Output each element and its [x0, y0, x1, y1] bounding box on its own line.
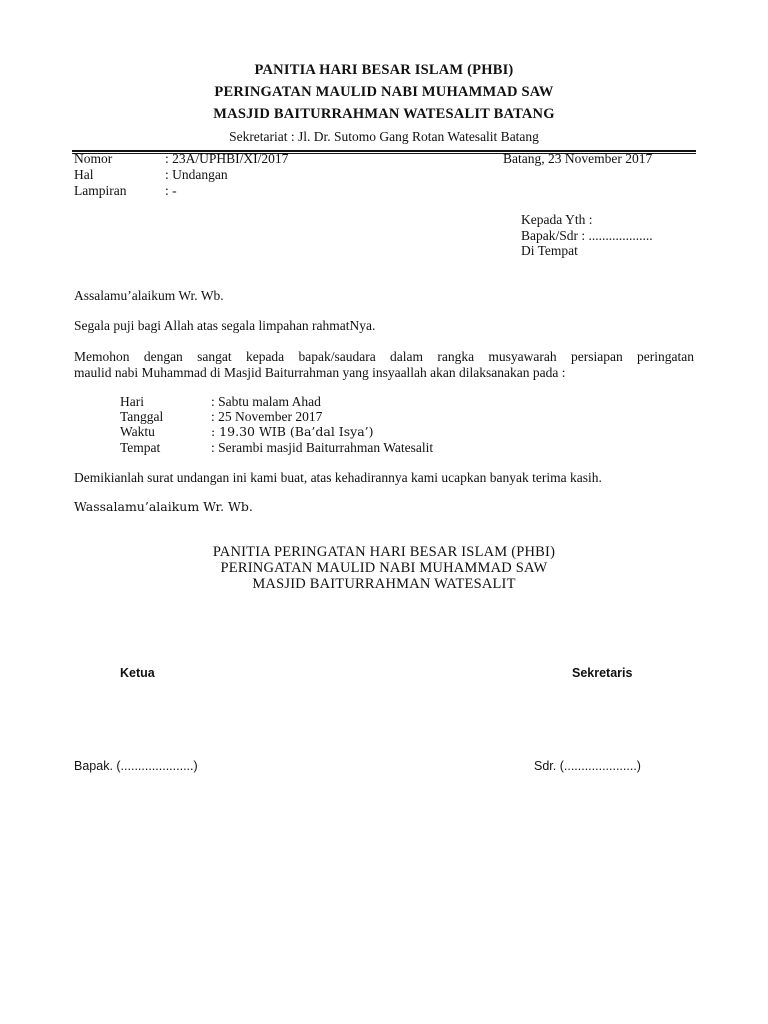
tempat-label: Tempat [120, 440, 161, 455]
request-paragraph [74, 349, 694, 381]
footer-mosque-name: MASJID BAITURRAHMAN WATESALIT [252, 576, 516, 592]
nomor-value: : 23A/UPHBI/XI/2017 [165, 151, 289, 166]
lampiran-label: Lampiran [74, 183, 127, 198]
hari-value: : Sabtu malam Ahad [211, 394, 321, 409]
request-line-1: Memohon dengan sangat kepada bapak/saudara dalam rangka musyawarah persiapan peringatan [74, 349, 694, 364]
recipient-salutation: Kepada Yth : [521, 212, 593, 227]
closing-paragraph: Demikianlah surat undangan ini kami buat, atas kehadirannya kami ucapkan banyak terima kasih. [74, 470, 602, 485]
place-date: Batang, 23 November 2017 [503, 151, 653, 166]
praise-paragraph: Segala puji bagi Allah atas segala limpahan rahmatNya. [74, 318, 376, 333]
letterhead-event-name: PERINGATAN MAULID NABI MUHAMMAD SAW [214, 84, 554, 100]
waktu-label: Waktu [120, 424, 155, 439]
tempat-value: : Serambi masjid Baiturrahman Watesalit [211, 440, 434, 455]
waktu-value: : 19.30 WIB (Ba’dal Isya’) [211, 424, 374, 439]
chairman-title: Ketua [120, 666, 155, 680]
recipient-location: Di Tempat [521, 243, 578, 258]
footer-committee-name: PANITIA PERINGATAN HARI BESAR ISLAM (PHBI) [212, 544, 556, 560]
letterhead-mosque-name: MASJID BAITURRAHMAN WATESALIT BATANG [213, 106, 555, 122]
footer-event-name: PERINGATAN MAULID NABI MUHAMMAD SAW [220, 560, 548, 576]
recipient-name: Bapak/Sdr : ................... [521, 228, 653, 243]
letterhead-address: Sekretariat : Jl. Dr. Sutomo Gang Rotan Watesalit Batang [229, 129, 539, 144]
farewell: Wassalamu’alaikum Wr. Wb. [74, 499, 253, 514]
request-line-2: maulid nabi Muhammad di Masjid Baiturrahman yang insyaallah akan dilaksanakan pada : [74, 365, 566, 380]
greeting: Assalamu’alaikum Wr. Wb. [74, 288, 224, 303]
nomor-label: Nomor [74, 151, 113, 166]
hal-label: Hal [74, 167, 94, 182]
secretary-name: Sdr. (.....................) [534, 759, 641, 773]
tanggal-label: Tanggal [120, 409, 164, 424]
letterhead-org-name: PANITIA HARI BESAR ISLAM (PHBI) [254, 62, 514, 78]
chairman-name: Bapak. (.....................) [74, 759, 198, 773]
hari-label: Hari [120, 394, 144, 409]
lampiran-value: : - [165, 183, 177, 198]
hal-value: : Undangan [165, 167, 228, 182]
secretary-title: Sekretaris [572, 666, 633, 680]
tanggal-value: : 25 November 2017 [211, 409, 323, 424]
